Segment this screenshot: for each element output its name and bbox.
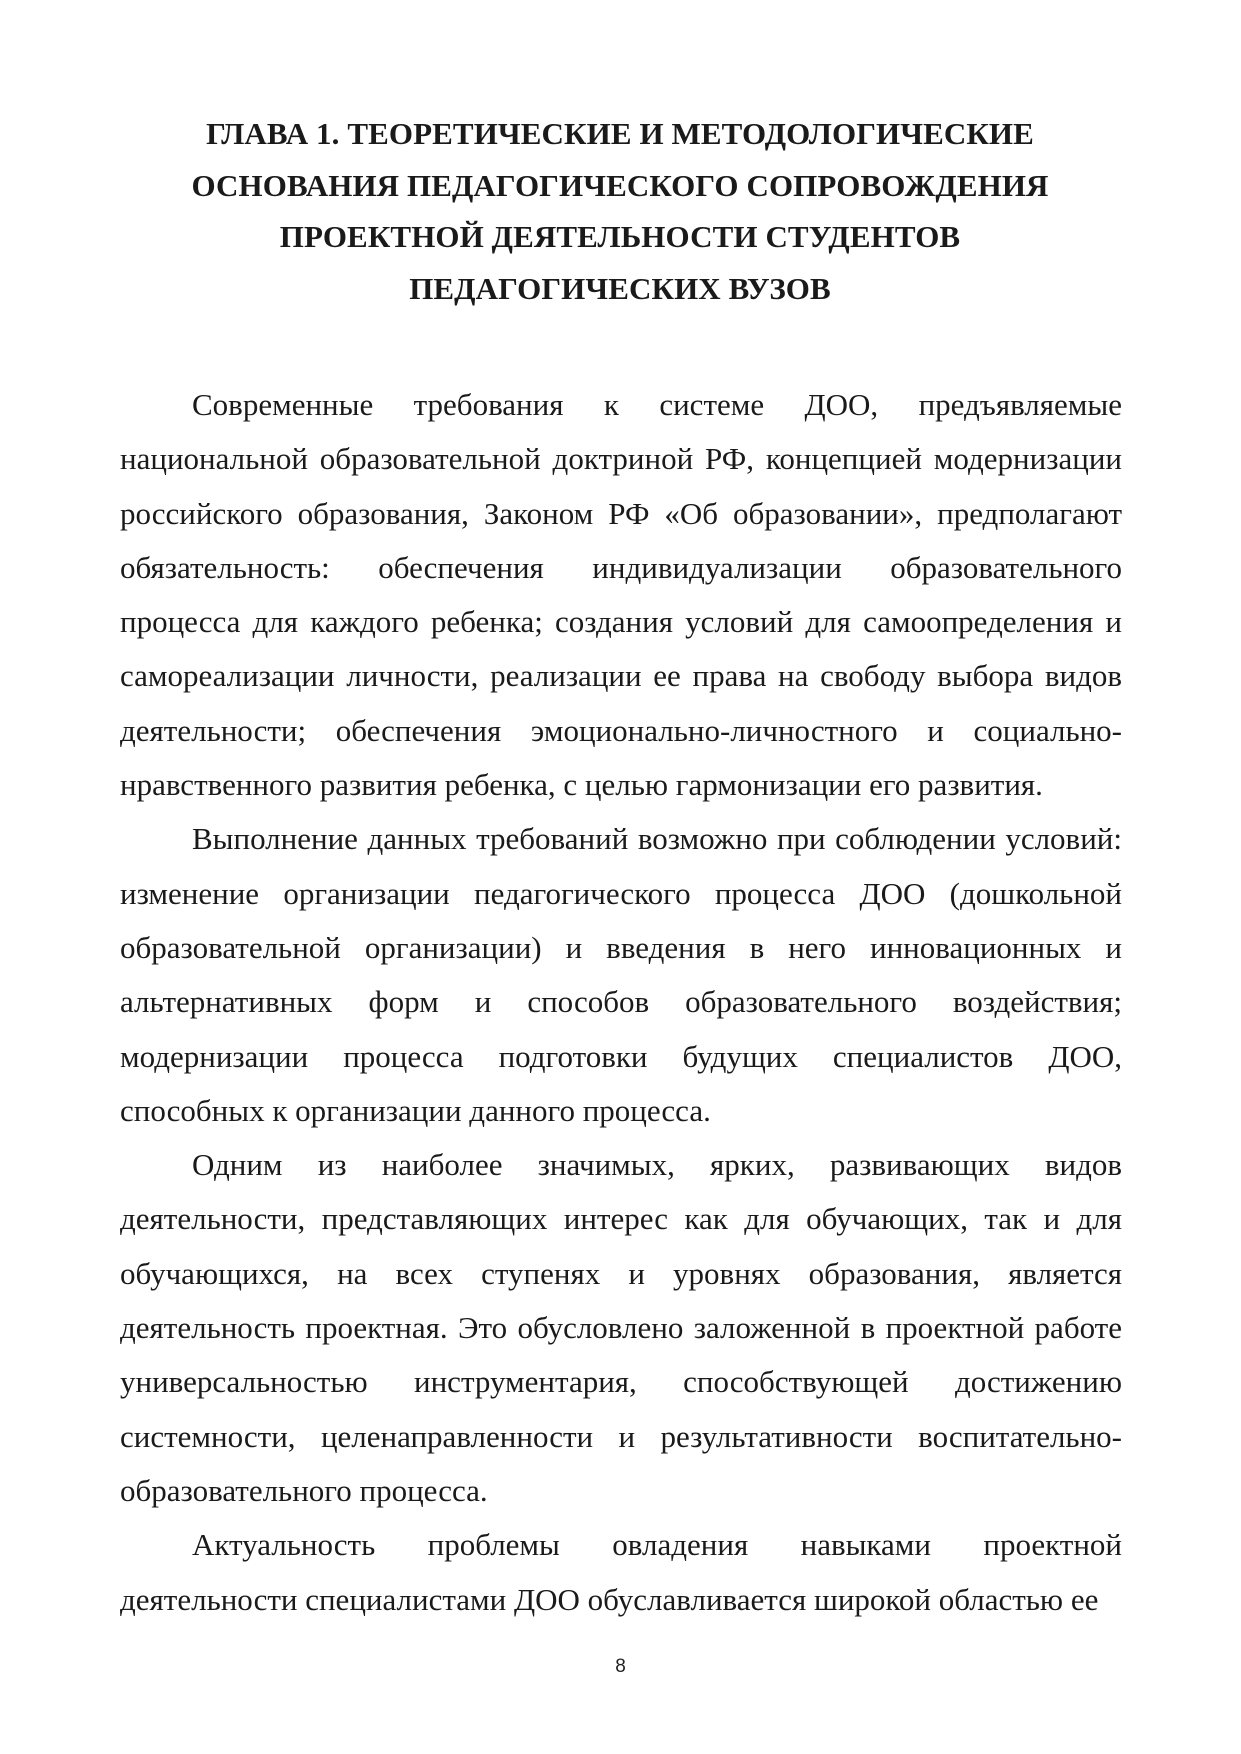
chapter-heading-line: ПЕДАГОГИЧЕСКИХ ВУЗОВ — [409, 270, 831, 306]
chapter-heading — [160, 108, 1080, 314]
body-text — [120, 378, 1122, 1627]
page-number: 8 — [615, 1656, 626, 1677]
chapter-heading-line: ОСНОВАНИЯ ПЕДАГОГИЧЕСКОГО СОПРОВОЖДЕНИЯ — [191, 167, 1049, 203]
chapter-heading-line: ПРОЕКТНОЙ ДЕЯТЕЛЬНОСТИ СТУДЕНТОВ — [279, 219, 961, 254]
paragraph-relevance: Актуальность проблемы овладения навыками проектной деятельности специалистами ДОО обуславливается широкой областью ее — [120, 1527, 1122, 1617]
paragraph-project-activity: Одним из наиболее значимых, ярких, развивающих видов деятельности, представляющих интерес как для обучающих, так и для обучающихся, на всех ступенях и уровнях образования, является деятельность проектная. Это обусловлено заложенной в проектной работе универсальностью инструментария, способствующей достижению системности, целенаправленности и результативности воспитательно-образовательного процесса. — [120, 1147, 1122, 1508]
paragraph-conditions: Выполнение данных требований возможно при соблюдении условий: изменение организации педагогического процесса ДОО (дошкольной образовательной организации) и введения в него инновационных и альтернативных форм и способов образовательного воздействия; модернизации процесса подготовки будущих специалистов ДОО, способных к организации данного процесса. — [120, 821, 1122, 1128]
paragraph-requirements: Современные требования к системе ДОО, предъявляемые национальной образовательной доктриной РФ, концепцией модернизации российского образования, Законом РФ «Об образовании», предполагают обязательность: обеспечения индивидуализации образовательного процесса для каждого ребенка; создания условий для самоопределения и самореализации личности, реализации ее права на свободу выбора видов деятельности; обеспечения эмоционально-личностного и социально-нравственного развития ребенка, с целью гармонизации его развития. — [120, 387, 1122, 803]
chapter-heading-line: ГЛАВА 1. ТЕОРЕТИЧЕСКИЕ И МЕТОДОЛОГИЧЕСКИЕ — [206, 116, 1034, 151]
